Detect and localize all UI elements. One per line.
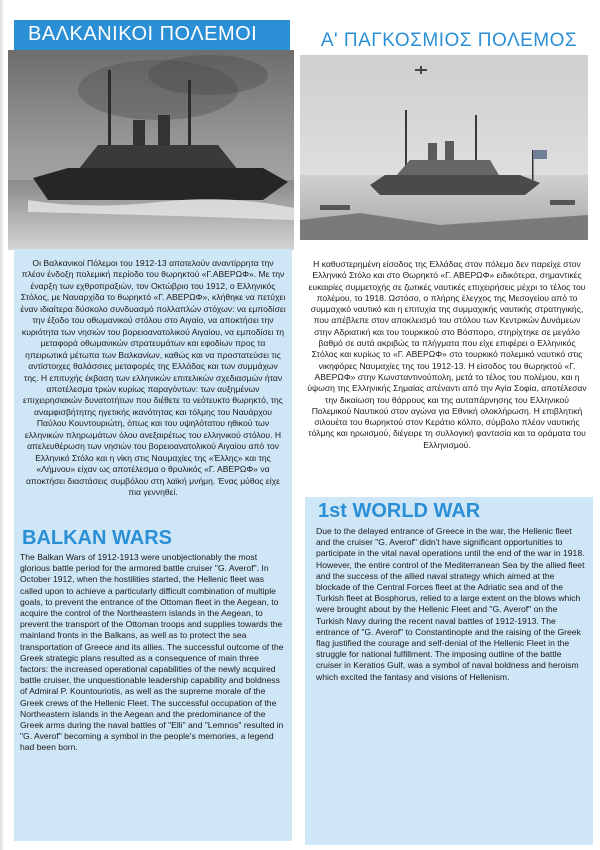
world-war-english-text: Due to the delayed entrance of Greece in the war, the Hellenic fleet and the cruiser "G. Averof" didn't have significant opportunities to participate in the vital naval operations until the end of the war in 1918. However, the entire control of the Mediterranean Sea by the allied fleet and the success of the allied naval strategy which aimed at the blockade of the Central Forces fleet at the Adriatic sea and of the Turkish fleet at Bosphorus, relied to a large extent on the blows which were brought about by the Hellenic Fleet and "G. Averof" on the Turkish Navy during the recent naval battles of 1912-1913. The entrance of "G. Averof" to Constantinople and the raising of the Greek flag justified the courage and self-denial of the Hellenic Fleet in the struggle for national fulfillment. The imposing outline of the battle cruiser in Keratios Gulf, was a symbol of naval boldness and heroism which excited the fantasy and visions of Hellenism. (316, 526, 585, 682)
world-war-heading: 1st WORLD WAR (318, 500, 481, 522)
page-crease (0, 0, 4, 850)
world-war-battleship-photo (300, 55, 588, 240)
balkan-wars-greek-text: Οι Βαλκανικοί Πόλεμοι του 1912-13 αποτελούν αναντίρρητα την πλέον ένδοξη πολεμική περίοδο του θωρηκτού «Γ.ΑΒΕΡΩΦ». Με την έναρξη των εχθροπραξιών, τον Οκτώβριο του 1912, ο Ελληνικός Στόλος, με Ναυαρχίδα το θωρηκτό «Γ. ΑΒΕΡΩΦ», κλήθηκε να πετύχει έναν ιδιαίτερα δύσκολο συνδυασμό πολλαπλών στόχων: να εμποδίσει την έξοδο του οθωμανικού στόλου στο Αιγαίο, να αποκτήσει την κυριότητα των νησιών του βορειοανατολικού Αιγαίου, να εμποδίσει τη μεταφορά οθωμανικών στρατευμάτων και εφοδίων προς τα ηπειρωτικά μέτωπα των Βαλκανίων, καθώς και να προστατεύσει τις αντίστοιχες θαλάσσιες μεταφορές της Ελλάδας και των συμμάχων της. Η επιτυχής έκβαση των ελληνικών επιτελικών σχεδιασμών ήταν αποτέλεσμα τριών κυρίως παραγόντων: των αυξημένων επιχειρησιακών δυνατοτήτων που διέθετε το νεότευκτο θωρηκτό, της αναμφισβήτητης ηγετικής ικανότητας και τόλμης του Ναυάρχου Παύλου Κουντουριώτη, όπως και του υψηλότατου ηθικού των ελληνικών πληρωμάτων όλου ανεξαιρέτως του ελληνικού στόλου. Η απελευθέρωση των νησιών του βορειοανατολικού Αιγαίου από τον Ελληνικό Στόλο και η νίκη στις Ναυμαχίες της «Έλλης» και της «Λήμνου» είχαν ως αποτέλεσμα ο θρυλικός «Γ. ΑΒΕΡΩΦ» να αποκτήσει διαστάσεις συμβόλου στη λαϊκή μνήμη. Ένας μύθος είχε πια γεννηθεί. (20, 258, 286, 498)
balkan-wars-english-text: The Balkan Wars of 1912-1913 were unobjectionably the most glorious battle period for the armored battle cruiser "G. Averof". In October 1912, when the hostilities started, the Hellenic fleet was called upon to achieve a particularly difficult combination of multiple goals, to prevent the entrance of the Ottoman fleet in the Aegean, to acquire the control of the Northeastern islands in the Aegean, to prevent the transport of the Ottoman troops and supplies towards the mainland fronts in the Balkans, as well as to protect the sea transportation of Greece and its allies. The successful outcome of the Greek strategic plans resulted as a consequence of main three factors: the increased operational capabilities of the newly acquired battle cruiser, the unquestionable leadership capability and boldness of Admiral P. Kountouriotis, as well as the supreme morale of the Greek crews of the Hellenic Fleet. The successful occupation of the Northeastern islands in the Aegean and the predominance of the Greek arms during the naval battles of "Elli" and "Lemnos" resulted in "G. Averof" becoming a symbol in the people's memories, a legend had been born. (20, 552, 284, 753)
balkan-wars-battleship-photo (8, 50, 294, 250)
balkan-wars-banner (14, 20, 290, 50)
balkan-wars-greek-title: ΒΑΛΚΑΝΙΚΟΙ ΠΟΛΕΜΟΙ (28, 23, 258, 45)
world-war-greek-title: Α' ΠΑΓΚΟΣΜΙΟΣ ΠΟΛΕΜΟΣ (320, 30, 578, 51)
balkan-wars-heading: BALKAN WARS (22, 527, 172, 549)
world-war-greek-text: Η καθυστερημένη είσοδος της Ελλάδας στον πόλεμο δεν παρείχε στον Ελληνικό Στόλο και στο Θωρηκτό «Γ. ΑΒΕΡΩΦ» ειδικότερα, σημαντικές ευκαιρίες συμμετοχής σε ζωτικές ναυτικές επιχειρήσεις μέχρι το τέλος του πολέμου, το 1918. Ωστόσο, ο πλήρης έλεγχος της Μεσογείου από το συμμαχικό ναυτικό και η επιτυχία της συμμαχικής ναυτικής στρατηγικής, που απέβλεπε στον αποκλεισμό του στόλου των Κεντρικών Δυνάμεων στην Αδριατική και του τουρκικού στο Βόσπορο, στηρίχτηκε σε μεγάλο βαθμό σε αυτά ακριβώς τα πλήγματα που είχε επιφέρει ο Ελληνικός Στόλος και κυρίως το «Γ. ΑΒΕΡΩΦ» στο τουρκικό πολεμικό ναυτικό στις νικηφόρες Ναυμαχίες της του 1912-13. Η είσοδος του θωρηκτού «Γ. ΑΒΕΡΩΦ» στην Κωνσταντινούπολη, μετά το τέλος του πολέμου, και η ύψωση της Ελληνικής Σημαίας απέναντι από την Αγία Σοφία, αποτέλεσαν την δικαίωση του θάρρους και της αυταπάρνησης του Ελληνικού Πολεμικού Ναυτικού στον αγώνα για Εθνική ολοκλήρωση. Η επιβλητική σιλουέτα του θωρηκτού στον Κεράτιο κόλπο, σύμβολο πλέον ναυτικής τόλμης και ηρωισμού, διέγειρε τη συλλογική φαντασία και τα οράματα του Ελληνισμού. (307, 259, 587, 450)
